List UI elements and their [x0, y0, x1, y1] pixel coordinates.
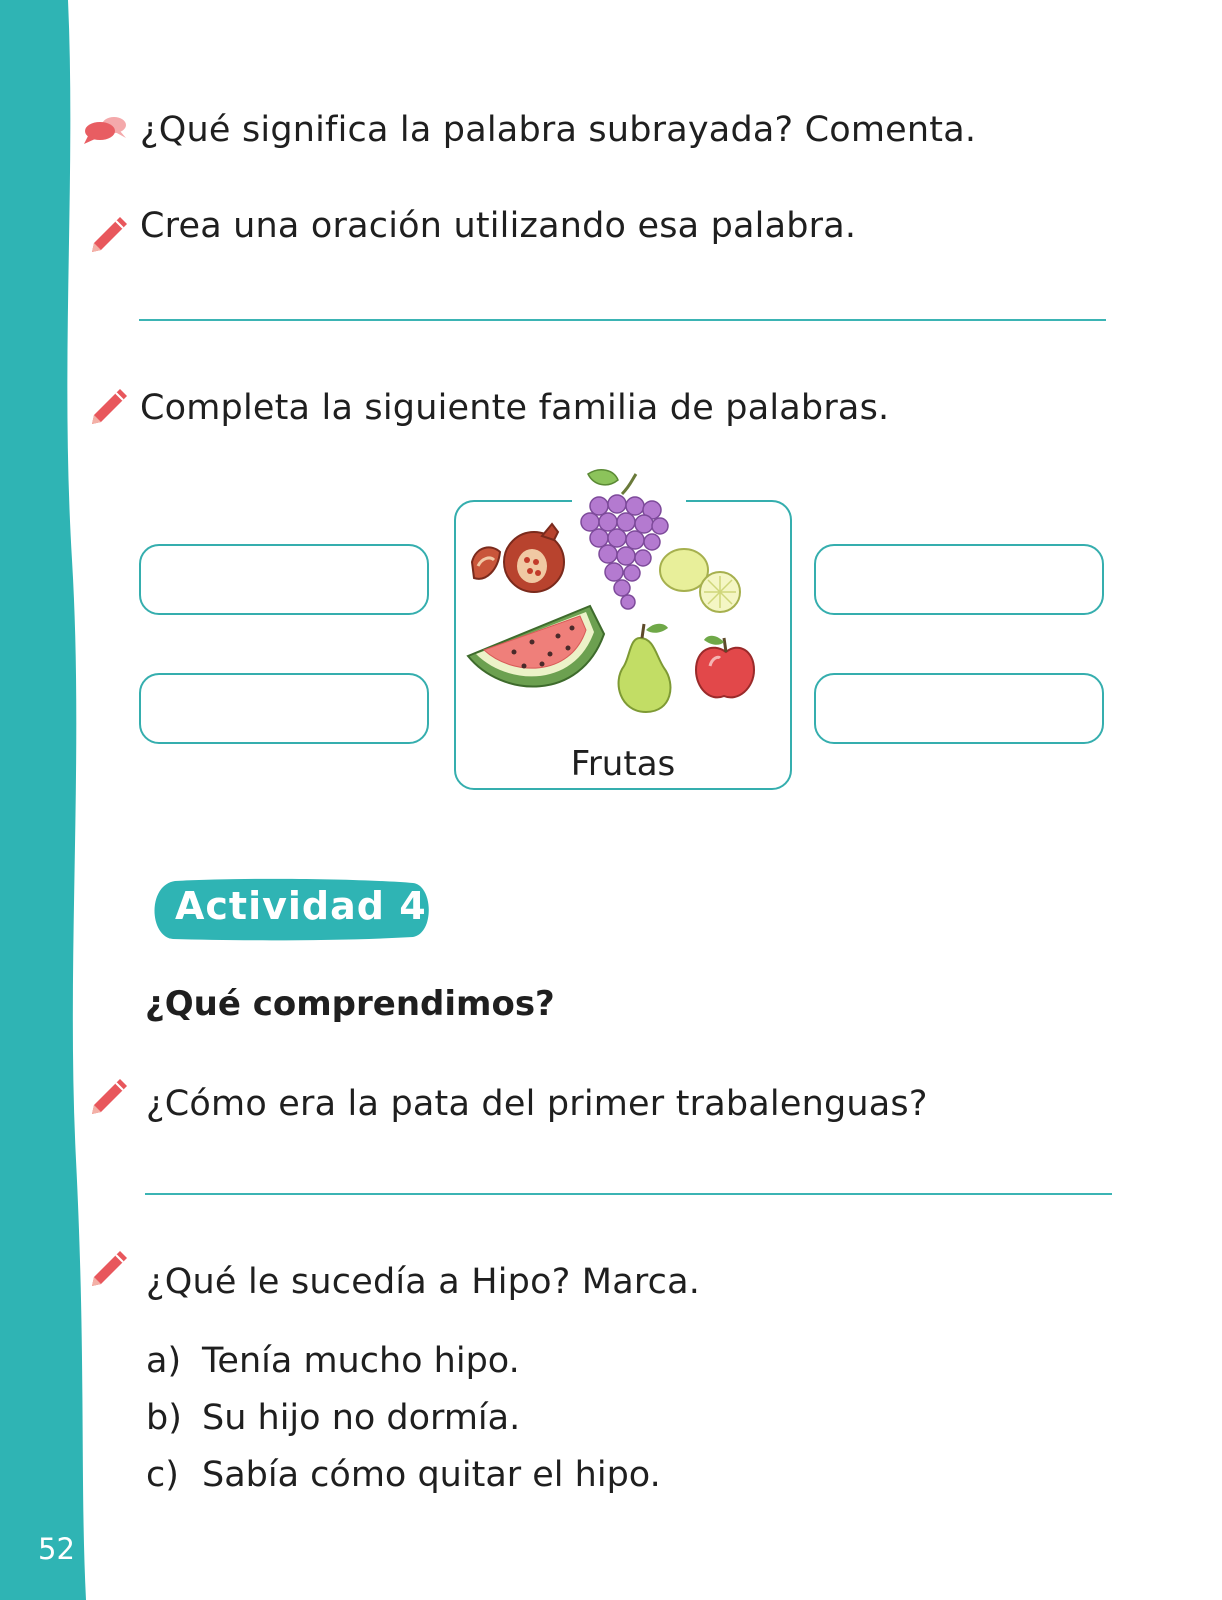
option-text: Tenía mucho hipo.: [202, 1341, 520, 1381]
pencil-icon: [88, 1076, 130, 1116]
word-box-right-bottom[interactable]: [814, 673, 1104, 744]
question-pata: ¿Cómo era la pata del primer trabalenguas?: [146, 1084, 928, 1124]
answer-line[interactable]: [139, 319, 1106, 321]
option-a[interactable]: [146, 1341, 520, 1381]
speech-bubbles-icon: [82, 112, 130, 148]
question-meaning: ¿Qué significa la palabra subrayada? Comenta.: [140, 110, 977, 150]
question-create-sentence: Crea una oración utilizando esa palabra.: [140, 206, 857, 246]
option-text: Su hijo no dormía.: [202, 1398, 521, 1438]
question-hipo: ¿Qué le sucedía a Hipo? Marca.: [146, 1262, 701, 1302]
question-word-family: Completa la siguiente familia de palabras.: [140, 388, 890, 428]
fruits-illustration: [462, 466, 782, 736]
pencil-icon: [88, 214, 130, 254]
center-word-label: Frutas: [570, 744, 676, 784]
section-heading: ¿Qué comprendimos?: [145, 984, 555, 1024]
option-letter: b): [146, 1398, 182, 1438]
activity-title: Actividad 4: [175, 884, 427, 928]
option-b[interactable]: [146, 1398, 520, 1438]
side-band: [0, 0, 100, 1600]
word-box-left-bottom[interactable]: [139, 673, 429, 744]
option-letter: a): [146, 1341, 182, 1381]
option-letter: c): [146, 1455, 179, 1495]
word-box-left-top[interactable]: [139, 544, 429, 615]
pencil-icon: [88, 386, 130, 426]
answer-line[interactable]: [145, 1193, 1112, 1195]
word-box-right-top[interactable]: [814, 544, 1104, 615]
option-text: Sabía cómo quitar el hipo.: [202, 1455, 661, 1495]
pencil-icon: [88, 1248, 130, 1288]
option-c[interactable]: [146, 1455, 661, 1495]
page-number: 52: [38, 1532, 75, 1566]
